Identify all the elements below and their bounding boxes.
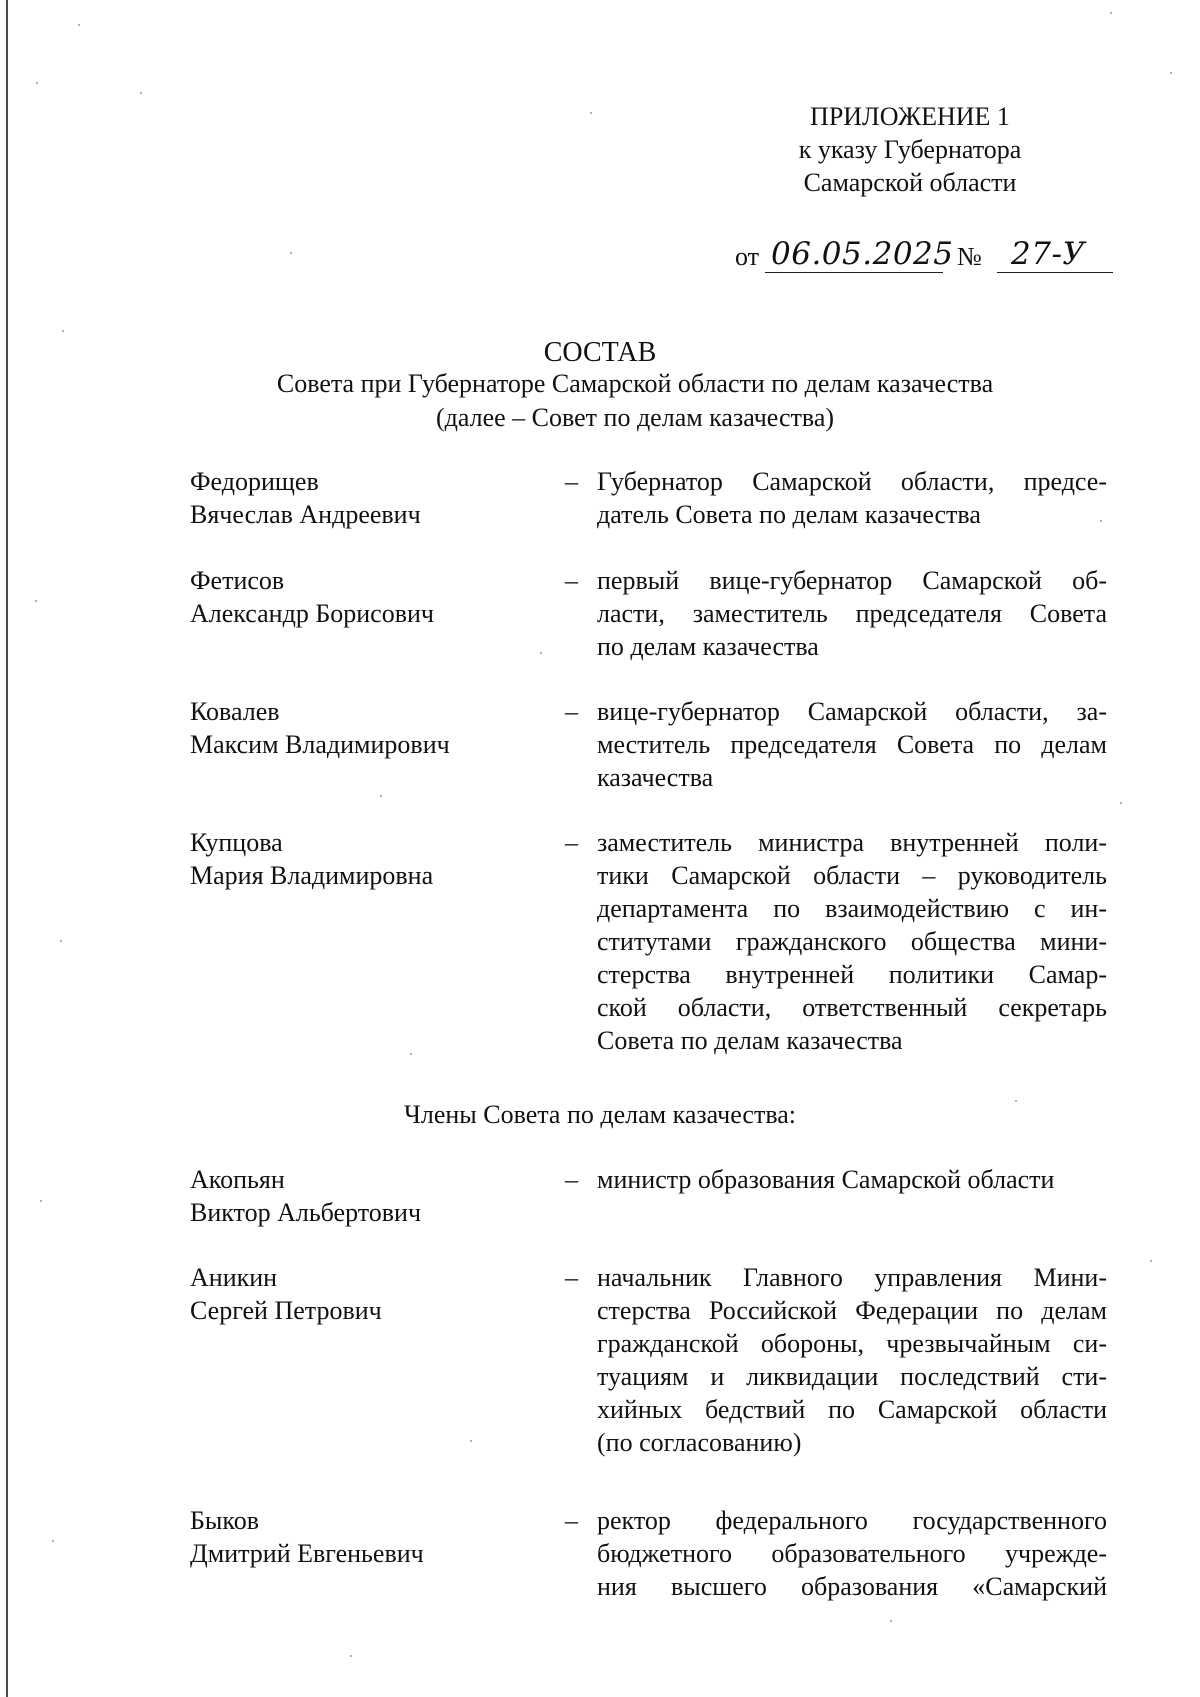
dash: – [565,467,578,496]
role-line: хийных бедствий по Самарской области [597,1395,1107,1424]
decree-date-field [765,232,954,273]
surname: Ковалев [190,697,280,726]
person-name [190,1163,520,1229]
person-role [597,465,1107,531]
scan-speck [1150,1260,1152,1262]
dash: – [565,1263,578,1292]
scan-speck [540,652,542,654]
appendix-label: ПРИЛОЖЕНИЕ 1 [810,102,1010,131]
role-line: стерства внутренней политики Самар- [597,960,1107,989]
scan-speck [60,940,62,942]
given-names: Максим Владимирович [190,730,450,759]
role-line: (по согласованию) [597,1428,802,1457]
surname: Купцова [190,828,283,857]
dash: – [565,697,578,726]
role-line: туациям и ликвидации последствий сти- [597,1362,1107,1391]
role-line: заместитель министра внутренней поли- [597,828,1107,857]
surname: Федорищев [190,467,319,496]
role-line: ласти, заместитель председателя Совета [597,599,1107,628]
document-title: СОСТАВ [543,337,657,368]
given-names: Сергей Петрович [190,1296,382,1325]
surname: Быков [190,1506,259,1535]
role-line: датель Совета по делам казачества [597,500,981,529]
person-name [190,826,520,892]
surname: Фетисов [190,566,285,595]
role-line: ской области, ответственный секретарь [597,993,1107,1022]
person-name [190,1504,520,1570]
dash: – [565,1165,578,1194]
dash: – [565,828,578,857]
region-name: Самарской области [803,168,1017,197]
scan-speck [1120,802,1122,804]
date-prefix: от [735,242,760,271]
number-sign: № [957,242,982,271]
role-line: Совета по делам казачества [597,1026,903,1055]
scan-speck [35,600,37,602]
dash: – [565,566,578,595]
scan-speck [36,82,38,84]
appendix-header [770,100,1050,199]
role-line: первый вице-губернатор Самарской об- [597,566,1107,595]
scan-speck [380,795,382,797]
scan-speck [40,1200,42,1202]
scan-speck [470,1440,472,1442]
role-line: тики Самарской области – руководитель [597,861,1107,890]
dash: – [565,1506,578,1535]
role-line: по делам казачества [597,632,819,661]
scan-edge-line [6,0,8,1697]
scan-speck [140,92,142,94]
person-name [190,465,520,531]
given-names: Виктор Альбертович [190,1198,422,1227]
scan-speck [350,1655,352,1657]
person-name [190,564,520,630]
person-name [190,695,520,761]
person-name [190,1261,520,1327]
subtitle-line: Совета при Губернаторе Самарской области по делам казачества [276,369,994,398]
scan-speck [410,1053,412,1055]
scan-speck [890,1620,892,1622]
given-names: Мария Владимировна [190,861,434,890]
person-role [597,1504,1107,1603]
handwritten-date: 06.05.2025 [771,236,954,272]
person-role [597,695,1107,794]
role-line: ния высшего образования «Самарский [597,1572,1107,1601]
role-line: казачества [597,763,714,792]
surname: Акопьян [190,1165,285,1194]
given-names: Александр Борисович [190,599,434,628]
surname: Аникин [190,1263,278,1292]
scan-speck [1170,72,1172,74]
role-line: стерства Российской Федерации по делам [597,1296,1107,1325]
handwritten-number: 27-У [1011,236,1086,272]
decree-reference: к указу Губернатора [798,135,1022,164]
role-line: ректор федерального государственного [597,1506,1107,1535]
scan-speck [290,252,292,254]
person-role [597,826,1107,1057]
scan-speck [78,24,80,26]
role-line: Губернатор Самарской области, предсе- [597,467,1107,496]
role-line: вице-губернатор Самарской области, за- [597,697,1107,726]
role-line: департамента по взаимодействию с ин- [597,894,1107,923]
given-names: Дмитрий Евгеньевич [190,1539,424,1568]
scan-speck [590,112,592,114]
role-line: министр образования Самарской области [597,1165,1055,1194]
members-heading: Члены Совета по делам казачества: [403,1100,797,1129]
person-role [597,1261,1107,1459]
person-role [597,564,1107,663]
role-line: начальник Главного управления Мини- [597,1263,1107,1292]
given-names: Вячеслав Андреевич [190,500,421,529]
document-subtitle [200,367,1070,435]
person-role [597,1163,1107,1196]
role-line: меститель председателя Совета по делам [597,730,1107,759]
scan-speck [52,1540,54,1542]
role-line: бюджетного образовательного учрежде- [597,1539,1107,1568]
role-line: гражданской обороны, чрезвычайным си- [597,1329,1107,1358]
decree-number-field [997,232,1113,273]
subtitle-line: (далее – Совет по делам казачества) [435,403,835,432]
scan-speck [62,330,64,332]
role-line: ститутами гражданского общества мини- [597,927,1107,956]
scan-speck [1110,12,1112,14]
